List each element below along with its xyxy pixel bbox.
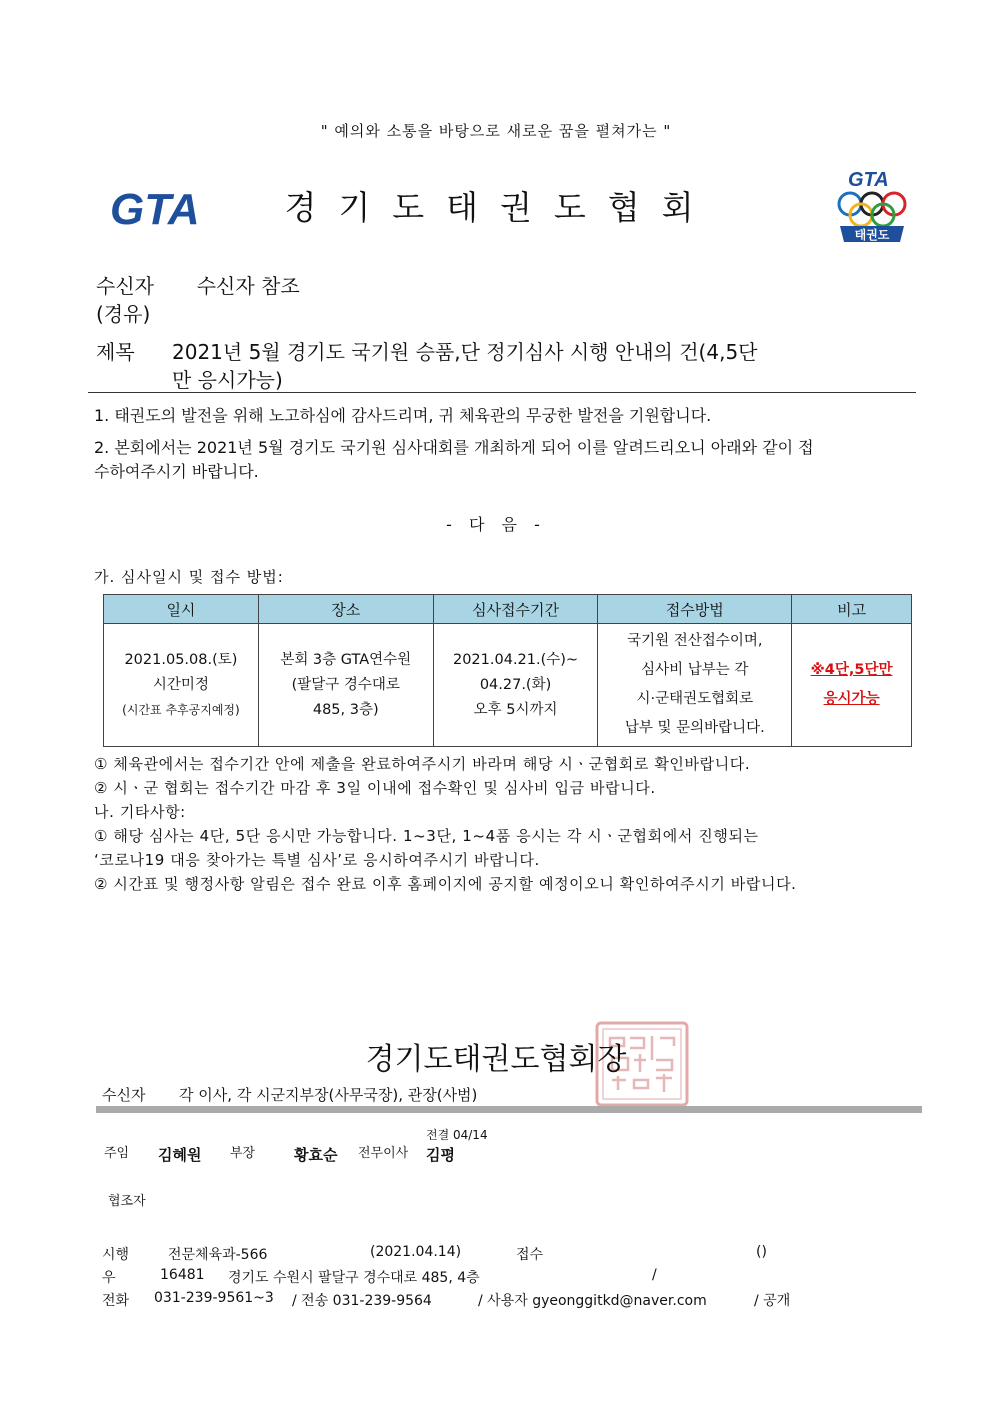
phone-label: 전화	[102, 1293, 130, 1309]
header-date: 일시	[104, 595, 259, 624]
issue-date: (2021.04.14)	[370, 1244, 462, 1260]
grey-divider	[96, 1106, 922, 1113]
header-place: 장소	[258, 595, 433, 624]
section-a-label: 가. 심사일시 및 접수 방법:	[94, 568, 284, 586]
receipt-paren: ()	[756, 1244, 767, 1260]
note-3-line-1: ① 해당 심사는 4단, 5단 응시만 가능합니다. 1~3단, 1~4품 응시는 각 시ㆍ군협회에서 진행되는	[94, 827, 759, 845]
method-line-1: 국기원 전산접수이며,	[627, 633, 763, 649]
address: 경기도 수원시 팔달구 경수대로 485, 4층	[228, 1270, 480, 1286]
note-4: ② 시간표 및 행정사항 알림은 접수 완료 이후 홈페이지에 공지할 예정이오니 확인하여주시기 바랍니다.	[94, 875, 797, 893]
note-3-line-2: ‘코로나19 대응 찾아가는 특별 심사’로 응시하여주시기 바랍니다.	[94, 851, 540, 869]
gta-logo	[108, 180, 200, 234]
exam-info-table	[103, 594, 912, 747]
place-line-3: 485, 3층)	[312, 701, 379, 718]
date-value: 2021.05.08.(토)	[124, 651, 238, 668]
user-email: / 사용자 gyeonggitkd@naver.com	[478, 1293, 707, 1309]
note-1: ① 체육관에서는 접수기간 안에 제출을 완료하여주시기 바라며 해당 시ㆍ군협회로 확인바랍니다.	[94, 755, 751, 773]
daeum-heading: - 다 음 -	[446, 515, 546, 534]
method-line-2: 심사비 납부는 각	[641, 662, 749, 678]
issue-number: 전문체육과-566	[168, 1247, 268, 1263]
subject	[96, 338, 926, 394]
note-line-2: 응시가능	[823, 691, 880, 707]
approver-3-name: 김평	[426, 1146, 455, 1164]
period-line-1: 2021.04.21.(수)~	[452, 651, 579, 668]
paragraph-2-line-2: 수하여주시기 바랍니다.	[94, 462, 259, 481]
header-note: 비고	[792, 595, 912, 624]
issue-label: 시행	[102, 1247, 130, 1263]
approver-1-name: 김혜원	[158, 1146, 202, 1164]
recipients-value: 각 이사, 각 시군지부장(사무국장), 관장(사범)	[179, 1086, 478, 1104]
cell-period	[433, 624, 598, 747]
fax-number: / 전송 031-239-9564	[292, 1293, 432, 1309]
subject-line-2: 만 응시가능)	[172, 368, 283, 392]
paragraph-2	[94, 436, 924, 484]
approval-stamp: 전결 04/14	[426, 1128, 488, 1142]
period-line-2: 04.27.(화)	[479, 676, 552, 693]
approver-3-label: 전무이사	[358, 1146, 409, 1161]
cell-method	[598, 624, 792, 747]
org-title: 경기도태권도협회	[284, 188, 716, 227]
receipt-label: 접수	[516, 1247, 544, 1263]
table-header-row	[104, 595, 912, 624]
paragraph-2-line-1: 2. 본회에서는 2021년 5월 경기도 국기원 심사대회를 개최하게 되어 이를 알려드리오니 아래와 같이 접	[94, 438, 814, 457]
svg-text:GTA: GTA	[848, 169, 889, 191]
postal-label: 우	[102, 1270, 116, 1286]
president-signature: 경기도태권도협회장	[365, 1042, 627, 1077]
recipients-label: 수신자	[102, 1086, 146, 1104]
table-row	[104, 624, 912, 747]
time-value: 시간미정	[152, 676, 209, 693]
approver-2-label: 부장	[230, 1146, 256, 1161]
paragraph-1: 1. 태권도의 발전을 위해 노고하심에 감사드리며, 귀 체육관의 무궁한 발전을 기원합니다.	[94, 406, 712, 425]
phone-number: 031-239-9561~3	[154, 1290, 274, 1306]
motto: " 예의와 소통을 바탕으로 새로운 꿈을 펼쳐가는 "	[320, 122, 672, 140]
approver-2-name: 황효순	[294, 1146, 338, 1164]
header-method: 접수방법	[598, 595, 792, 624]
method-line-4: 납부 및 문의바랍니다.	[624, 720, 765, 736]
header-period: 심사접수기간	[433, 595, 598, 624]
note-2: ② 시ㆍ군 협회는 접수기간 마감 후 3일 이내에 접수확인 및 심사비 입금 바랍니다.	[94, 779, 656, 797]
via-label: (경유)	[96, 302, 151, 326]
subject-line-1: 2021년 5월 경기도 국기원 승품,단 정기심사 시행 안내의 건(4,5단	[172, 340, 758, 364]
public-status: / 공개	[754, 1293, 791, 1309]
taekwondo-emblem	[834, 162, 910, 244]
recipient-line	[96, 270, 300, 299]
recipient-value: 수신자 참조	[196, 274, 300, 298]
section-b-label: 나. 기타사항:	[94, 803, 186, 821]
place-line-1: 본회 3층 GTA연수원	[280, 651, 412, 668]
approver-1-label: 주임	[104, 1146, 130, 1161]
note-line-1: ※4단,5단만	[810, 662, 893, 678]
method-line-3: 시·군태권도협회로	[636, 691, 754, 707]
svg-text:GTA: GTA	[110, 185, 200, 234]
place-line-2: (팔달구 경수대로	[291, 676, 400, 693]
recipient-label: 수신자	[96, 274, 154, 298]
recipients-line	[102, 1084, 477, 1105]
period-line-3: 오후 5시까지	[473, 701, 558, 718]
cell-date	[104, 624, 259, 747]
divider	[88, 392, 916, 393]
address-slash: /	[652, 1267, 657, 1283]
cell-note	[792, 624, 912, 747]
notes	[94, 752, 924, 896]
subject-label: 제목	[96, 340, 135, 364]
postal-code: 16481	[160, 1267, 205, 1283]
svg-text:태권도: 태권도	[854, 228, 890, 242]
time-note: (시간표 추후공지예정)	[122, 702, 240, 717]
cell-place	[258, 624, 433, 747]
cooperator-label: 협조자	[108, 1194, 146, 1209]
